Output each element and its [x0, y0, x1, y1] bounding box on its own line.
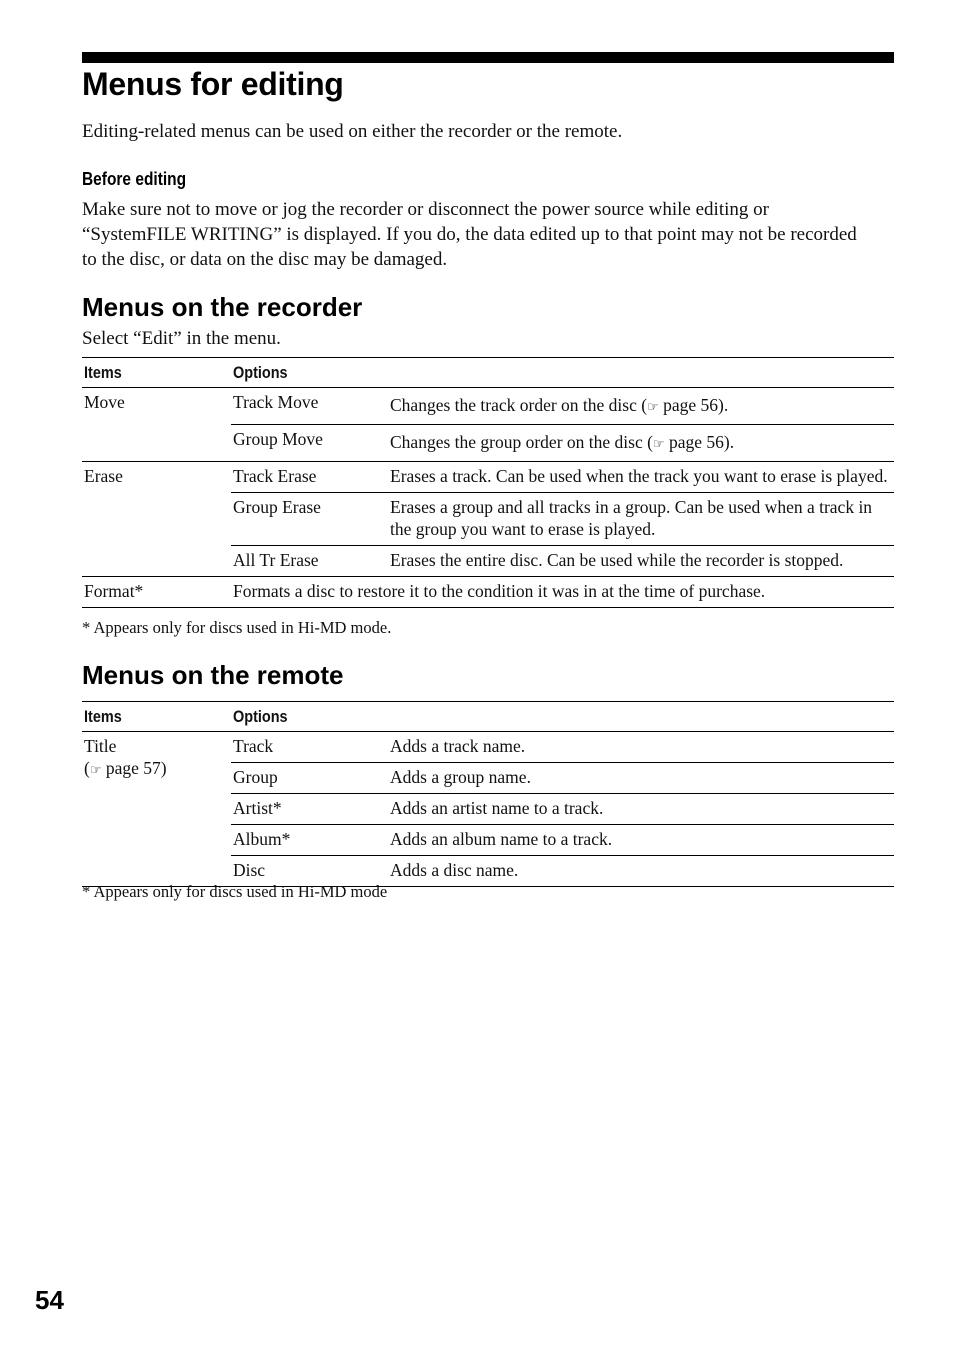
page-reference-icon: ☞	[89, 763, 102, 778]
recorder-footnote: * Appears only for discs used in Hi-MD mode.	[82, 618, 392, 637]
option-disc: Disc	[233, 860, 266, 880]
item-title-ref: (☞ page 57)	[84, 758, 167, 778]
item-title	[82, 732, 231, 887]
table-header-row	[82, 702, 894, 732]
remote-menu-table	[82, 701, 894, 887]
item-erase: Erase	[82, 462, 231, 577]
desc-all-erase: Erases the entire disc. Can be used while the recorder is stopped.	[388, 546, 894, 577]
item-move: Move	[82, 388, 231, 462]
page-number: 54	[35, 1285, 64, 1315]
desc-track: Adds a track name.	[388, 732, 894, 763]
desc-track-erase: Erases a track. Can be used when the track you want to erase is played.	[388, 462, 894, 493]
recorder-heading: Menus on the recorder	[82, 292, 363, 322]
option-track-move: Track Move	[231, 388, 388, 425]
table-row	[82, 462, 894, 493]
remote-footnote: * Appears only for discs used in Hi-MD mode	[82, 882, 388, 901]
page-reference-icon: ☞	[652, 437, 665, 452]
before-editing-heading: Before editing	[82, 169, 187, 189]
recorder-instruction: Select “Edit” in the menu.	[82, 328, 281, 349]
desc-disc: Adds a disc name.	[390, 860, 519, 880]
option-track: Track	[231, 732, 388, 763]
table-row	[82, 732, 894, 763]
options-header: Options	[231, 702, 894, 732]
table-row	[82, 577, 894, 608]
remote-heading: Menus on the remote	[82, 660, 344, 690]
option-all-erase: All Tr Erase	[231, 546, 388, 577]
desc-format: Formats a disc to restore it to the condition it was in at the time of purchase.	[233, 581, 766, 601]
items-header: Items	[82, 358, 231, 388]
page-title: Menus for editing	[82, 66, 344, 102]
desc-group-move: Changes the group order on the disc (☞ page 56).	[388, 425, 894, 462]
title-rule	[82, 52, 894, 63]
option-track-erase: Track Erase	[231, 462, 388, 493]
item-title-label: Title	[84, 736, 117, 756]
option-group: Group	[231, 763, 388, 794]
recorder-menu-table	[82, 357, 894, 608]
desc-track-move: Changes the track order on the disc (☞ page 56).	[388, 388, 894, 425]
desc-group: Adds a group name.	[388, 763, 894, 794]
page-reference-icon: ☞	[647, 400, 659, 415]
desc-group-erase: Erases a group and all tracks in a group. Can be used when a track in the group you want to erase is played.	[388, 493, 894, 546]
before-editing-text: Make sure not to move or jog the recorder or disconnect the power source while editing or “SystemFILE WRITING” is displayed. If you do, the data edited up to that point may not be recorded to the disc, or data on the disc may be damaged.	[82, 199, 857, 270]
item-format: Format*	[84, 581, 144, 601]
options-header: Options	[231, 358, 894, 388]
table-header-row	[82, 358, 894, 388]
option-album: Album*	[231, 825, 388, 856]
option-artist: Artist*	[231, 794, 388, 825]
table-row	[82, 388, 894, 425]
intro-text: Editing-related menus can be used on either the recorder or the remote.	[82, 121, 623, 142]
option-group-move: Group Move	[231, 425, 388, 462]
items-header: Items	[82, 702, 231, 732]
option-group-erase: Group Erase	[231, 493, 388, 546]
desc-album: Adds an album name to a track.	[388, 825, 894, 856]
desc-artist: Adds an artist name to a track.	[388, 794, 894, 825]
